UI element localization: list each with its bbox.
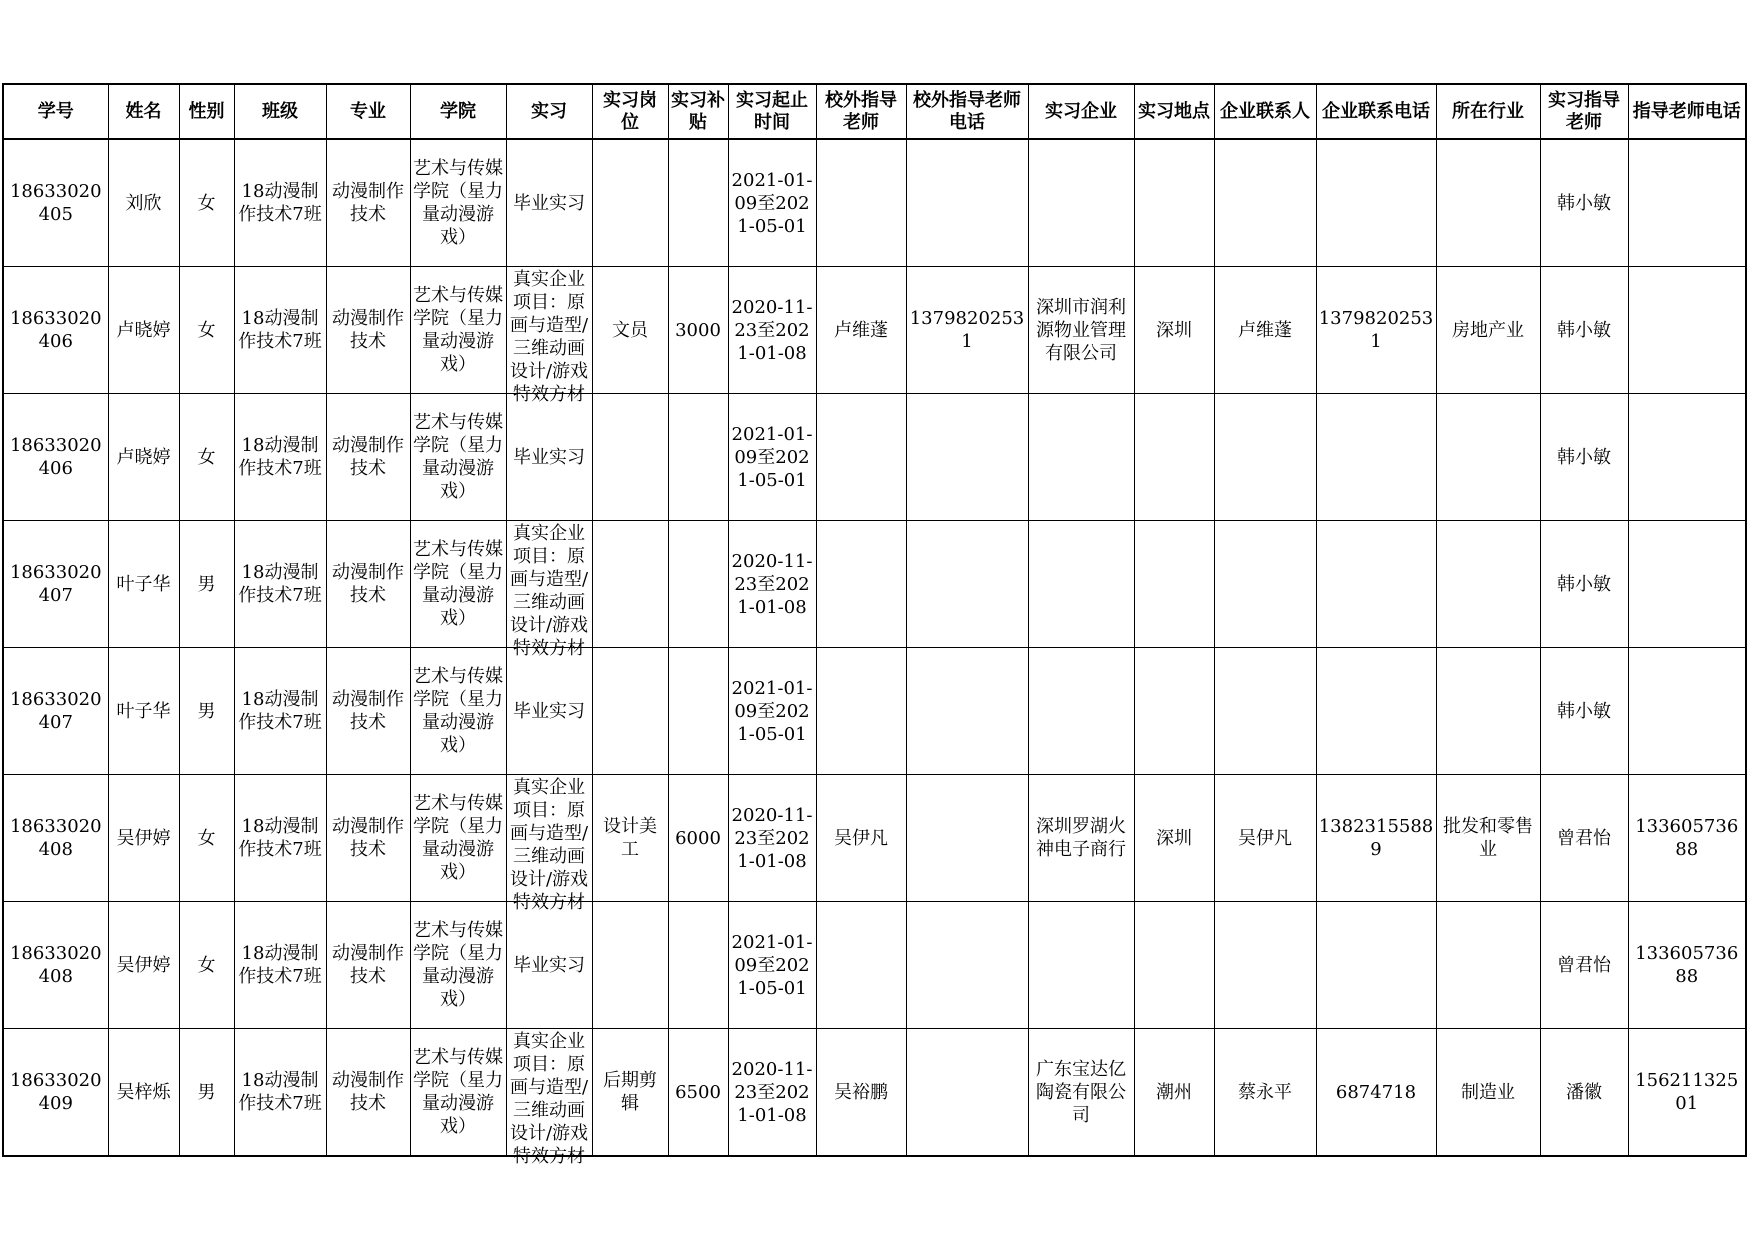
cell-text: 毕业实习 bbox=[513, 446, 585, 468]
cell-text: 设计美工 bbox=[603, 816, 657, 860]
cell-internship-position bbox=[592, 139, 668, 267]
cell-external-mentor-phone bbox=[906, 521, 1028, 648]
cell-class bbox=[234, 648, 326, 775]
cell-text: 真实企业项目：原画与造型/三维动画设计/游戏特效方材 bbox=[509, 523, 589, 659]
cell-company-contact bbox=[1214, 1029, 1316, 1157]
cell-industry bbox=[1436, 775, 1540, 902]
cell-class bbox=[234, 1029, 326, 1157]
cell-teacher-phone bbox=[1628, 902, 1746, 1029]
cell-college bbox=[410, 139, 506, 267]
cell-name bbox=[108, 139, 179, 267]
cell-text: 2020-11-23至2021-01-08 bbox=[731, 1058, 813, 1126]
cell-text: 13360573688 bbox=[1635, 816, 1739, 860]
cell-text: 韩小敏 bbox=[1557, 700, 1611, 722]
cell-text: 18动漫制作技术7班 bbox=[238, 308, 322, 352]
cell-text: 房地产业 bbox=[1452, 319, 1524, 341]
cell-text: 艺术与传媒学院（星力量动漫游戏） bbox=[413, 666, 503, 756]
cell-text: 叶子华 bbox=[116, 573, 171, 595]
column-header-internship-position: 实习岗位 bbox=[592, 84, 668, 139]
cell-industry bbox=[1436, 648, 1540, 775]
cell-text: 动漫制作技术 bbox=[332, 943, 404, 987]
column-header-class: 班级 bbox=[234, 84, 326, 139]
cell-internship-location bbox=[1134, 521, 1214, 648]
cell-company-contact-phone bbox=[1316, 267, 1436, 394]
table-row bbox=[3, 775, 1746, 902]
cell-text: 艺术与传媒学院（星力量动漫游戏） bbox=[413, 1047, 503, 1137]
cell-text: 韩小敏 bbox=[1557, 319, 1611, 341]
cell-text: 吴伊凡 bbox=[1238, 827, 1292, 849]
cell-internship-company bbox=[1028, 1029, 1134, 1157]
column-header-internship-company: 实习企业 bbox=[1028, 84, 1134, 139]
cell-teacher-phone bbox=[1628, 648, 1746, 775]
cell-text: 艺术与传媒学院（星力量动漫游戏） bbox=[413, 539, 503, 629]
cell-text: 6000 bbox=[675, 827, 721, 849]
cell-text: 吴裕鹏 bbox=[834, 1081, 888, 1103]
cell-external-mentor-phone bbox=[906, 902, 1028, 1029]
cell-text: 吴伊婷 bbox=[116, 954, 171, 976]
cell-internship-location bbox=[1134, 139, 1214, 267]
cell-internship-position bbox=[592, 394, 668, 521]
cell-text: 卢晓婷 bbox=[116, 319, 171, 341]
cell-internship-location bbox=[1134, 902, 1214, 1029]
cell-text: 卢晓婷 bbox=[116, 446, 171, 468]
cell-college bbox=[410, 1029, 506, 1157]
cell-text: 后期剪辑 bbox=[603, 1070, 657, 1114]
header-row bbox=[3, 84, 1746, 139]
cell-external-mentor-phone bbox=[906, 1029, 1028, 1157]
cell-name bbox=[108, 775, 179, 902]
cell-text: 18动漫制作技术7班 bbox=[238, 943, 322, 987]
cell-industry bbox=[1436, 267, 1540, 394]
cell-external-mentor bbox=[816, 1029, 906, 1157]
cell-teacher-phone bbox=[1628, 521, 1746, 648]
cell-teacher-phone bbox=[1628, 267, 1746, 394]
cell-internship-period bbox=[728, 521, 816, 648]
cell-external-mentor bbox=[816, 521, 906, 648]
cell-company-contact bbox=[1214, 775, 1316, 902]
cell-internship bbox=[506, 139, 592, 267]
cell-external-mentor-phone bbox=[906, 775, 1028, 902]
cell-text: 真实企业项目：原画与造型/三维动画设计/游戏特效方材 bbox=[509, 269, 589, 405]
cell-major bbox=[326, 521, 410, 648]
cell-internship-subsidy bbox=[668, 521, 728, 648]
cell-text: 艺术与传媒学院（星力量动漫游戏） bbox=[413, 920, 503, 1010]
cell-text: 2021-01-09至2021-05-01 bbox=[731, 931, 813, 999]
cell-major bbox=[326, 267, 410, 394]
cell-company-contact bbox=[1214, 902, 1316, 1029]
cell-major bbox=[326, 1029, 410, 1157]
cell-company-contact-phone bbox=[1316, 648, 1436, 775]
cell-external-mentor bbox=[816, 648, 906, 775]
cell-college bbox=[410, 267, 506, 394]
table-row bbox=[3, 521, 1746, 648]
cell-text: 曾君怡 bbox=[1557, 827, 1611, 849]
cell-name bbox=[108, 267, 179, 394]
cell-external-mentor-phone bbox=[906, 139, 1028, 267]
column-header-company-contact-phone: 企业联系电话 bbox=[1316, 84, 1436, 139]
column-header-industry: 所在行业 bbox=[1436, 84, 1540, 139]
cell-internship-location bbox=[1134, 1029, 1214, 1157]
table-row bbox=[3, 1029, 1746, 1157]
table-row bbox=[3, 267, 1746, 394]
column-header-internship-subsidy: 实习补贴 bbox=[668, 84, 728, 139]
column-header-internship-period: 实习起止时间 bbox=[728, 84, 816, 139]
cell-teacher-phone bbox=[1628, 139, 1746, 267]
cell-major bbox=[326, 648, 410, 775]
cell-text: 女 bbox=[197, 827, 216, 849]
cell-class bbox=[234, 267, 326, 394]
cell-text: 深圳 bbox=[1156, 827, 1192, 849]
cell-text: 文员 bbox=[612, 319, 648, 341]
cell-text: 18633020405 bbox=[9, 181, 102, 225]
column-header-external-mentor: 校外指导老师 bbox=[816, 84, 906, 139]
cell-text: 2021-01-09至2021-05-01 bbox=[731, 677, 813, 745]
cell-text: 男 bbox=[197, 700, 216, 722]
column-header-internship: 实习 bbox=[506, 84, 592, 139]
cell-gender bbox=[179, 139, 234, 267]
cell-name bbox=[108, 521, 179, 648]
cell-text: 曾君怡 bbox=[1557, 954, 1611, 976]
cell-internship-company bbox=[1028, 139, 1134, 267]
cell-student-id bbox=[3, 648, 108, 775]
cell-text: 18633020406 bbox=[9, 435, 102, 479]
table-body bbox=[3, 139, 1746, 1167]
cell-internship-position bbox=[592, 648, 668, 775]
cell-internship-company bbox=[1028, 648, 1134, 775]
cell-text: 韩小敏 bbox=[1557, 446, 1611, 468]
cell-text: 2020-11-23至2021-01-08 bbox=[731, 296, 813, 364]
cell-internship-subsidy bbox=[668, 775, 728, 902]
cell-class bbox=[234, 902, 326, 1029]
cell-text: 动漫制作技术 bbox=[332, 435, 404, 479]
cell-internship-teacher bbox=[1540, 267, 1628, 394]
cell-class bbox=[234, 521, 326, 648]
cell-gender bbox=[179, 267, 234, 394]
cell-class bbox=[234, 775, 326, 902]
column-header-college: 学院 bbox=[410, 84, 506, 139]
column-header-external-mentor-phone: 校外指导老师电话 bbox=[906, 84, 1028, 139]
cell-class bbox=[234, 139, 326, 267]
cell-student-id bbox=[3, 394, 108, 521]
cell-college bbox=[410, 775, 506, 902]
cell-text: 韩小敏 bbox=[1557, 192, 1611, 214]
cell-class bbox=[234, 394, 326, 521]
cell-external-mentor-phone bbox=[906, 648, 1028, 775]
cell-text: 艺术与传媒学院（星力量动漫游戏） bbox=[413, 158, 503, 248]
cell-text: 13823155889 bbox=[1318, 816, 1434, 860]
cell-industry bbox=[1436, 139, 1540, 267]
cell-internship bbox=[506, 1029, 592, 1167]
cell-internship-location bbox=[1134, 267, 1214, 394]
column-header-teacher-phone: 指导老师电话 bbox=[1628, 84, 1746, 139]
cell-text: 2020-11-23至2021-01-08 bbox=[731, 550, 813, 618]
cell-text: 广东宝达亿陶瓷有限公司 bbox=[1036, 1058, 1126, 1126]
cell-college bbox=[410, 521, 506, 648]
cell-internship-location bbox=[1134, 394, 1214, 521]
cell-gender bbox=[179, 648, 234, 775]
cell-internship-company bbox=[1028, 267, 1134, 394]
cell-text: 6500 bbox=[675, 1081, 721, 1103]
cell-internship-period bbox=[728, 902, 816, 1029]
cell-internship-period bbox=[728, 139, 816, 267]
cell-internship bbox=[506, 775, 592, 913]
column-header-internship-teacher: 实习指导老师 bbox=[1540, 84, 1628, 139]
table-row bbox=[3, 902, 1746, 1029]
cell-student-id bbox=[3, 521, 108, 648]
cell-text: 3000 bbox=[675, 319, 721, 341]
cell-external-mentor bbox=[816, 394, 906, 521]
column-header-major: 专业 bbox=[326, 84, 410, 139]
cell-internship bbox=[506, 902, 592, 1029]
cell-text: 毕业实习 bbox=[513, 192, 585, 214]
cell-text: 艺术与传媒学院（星力量动漫游戏） bbox=[413, 285, 503, 375]
cell-text: 女 bbox=[197, 446, 216, 468]
cell-text: 动漫制作技术 bbox=[332, 1070, 404, 1114]
cell-internship-location bbox=[1134, 648, 1214, 775]
cell-text: 蔡永平 bbox=[1238, 1081, 1292, 1103]
cell-company-contact bbox=[1214, 521, 1316, 648]
cell-text: 18动漫制作技术7班 bbox=[238, 435, 322, 479]
column-header-student-id: 学号 bbox=[3, 84, 108, 139]
cell-internship-teacher bbox=[1540, 394, 1628, 521]
cell-gender bbox=[179, 902, 234, 1029]
cell-company-contact-phone bbox=[1316, 139, 1436, 267]
cell-student-id bbox=[3, 139, 108, 267]
column-header-company-contact: 企业联系人 bbox=[1214, 84, 1316, 139]
cell-text: 2020-11-23至2021-01-08 bbox=[731, 804, 813, 872]
cell-text: 韩小敏 bbox=[1557, 573, 1611, 595]
cell-text: 动漫制作技术 bbox=[332, 308, 404, 352]
cell-text: 18633020408 bbox=[9, 816, 102, 860]
cell-company-contact-phone bbox=[1316, 902, 1436, 1029]
cell-text: 艺术与传媒学院（星力量动漫游戏） bbox=[413, 412, 503, 502]
cell-text: 吴伊婷 bbox=[116, 827, 171, 849]
cell-text: 艺术与传媒学院（星力量动漫游戏） bbox=[413, 793, 503, 883]
cell-text: 男 bbox=[197, 573, 216, 595]
cell-text: 女 bbox=[197, 192, 216, 214]
cell-major bbox=[326, 775, 410, 902]
cell-text: 2021-01-09至2021-05-01 bbox=[731, 169, 813, 237]
cell-name bbox=[108, 1029, 179, 1157]
cell-text: 动漫制作技术 bbox=[332, 816, 404, 860]
cell-internship-teacher bbox=[1540, 775, 1628, 902]
cell-teacher-phone bbox=[1628, 775, 1746, 902]
cell-text: 叶子华 bbox=[116, 700, 171, 722]
cell-internship-company bbox=[1028, 902, 1134, 1029]
cell-industry bbox=[1436, 902, 1540, 1029]
cell-external-mentor bbox=[816, 902, 906, 1029]
cell-name bbox=[108, 648, 179, 775]
cell-internship-subsidy bbox=[668, 1029, 728, 1157]
cell-text: 真实企业项目：原画与造型/三维动画设计/游戏特效方材 bbox=[509, 1031, 589, 1167]
cell-internship-company bbox=[1028, 521, 1134, 648]
cell-major bbox=[326, 902, 410, 1029]
cell-text: 18633020406 bbox=[9, 308, 102, 352]
cell-text: 潘徽 bbox=[1566, 1081, 1602, 1103]
cell-internship-period bbox=[728, 394, 816, 521]
cell-internship-position bbox=[592, 902, 668, 1029]
table-row bbox=[3, 394, 1746, 521]
cell-company-contact-phone bbox=[1316, 521, 1436, 648]
cell-company-contact-phone bbox=[1316, 1029, 1436, 1157]
cell-internship-subsidy bbox=[668, 267, 728, 394]
cell-company-contact-phone bbox=[1316, 394, 1436, 521]
cell-text: 动漫制作技术 bbox=[332, 181, 404, 225]
cell-college bbox=[410, 902, 506, 1029]
internship-table bbox=[2, 83, 1747, 1167]
cell-internship-teacher bbox=[1540, 139, 1628, 267]
cell-text: 18633020407 bbox=[9, 562, 102, 606]
cell-internship-location bbox=[1134, 775, 1214, 902]
cell-gender bbox=[179, 394, 234, 521]
cell-college bbox=[410, 394, 506, 521]
cell-internship-teacher bbox=[1540, 648, 1628, 775]
cell-student-id bbox=[3, 1029, 108, 1157]
cell-teacher-phone bbox=[1628, 1029, 1746, 1157]
cell-text: 18动漫制作技术7班 bbox=[238, 1070, 322, 1114]
cell-internship-teacher bbox=[1540, 902, 1628, 1029]
cell-text: 批发和零售业 bbox=[1443, 816, 1533, 860]
cell-text: 2021-01-09至2021-05-01 bbox=[731, 423, 813, 491]
cell-text: 卢维蓬 bbox=[834, 319, 888, 341]
column-header-gender: 性别 bbox=[179, 84, 234, 139]
cell-text: 18633020408 bbox=[9, 943, 102, 987]
cell-text: 18动漫制作技术7班 bbox=[238, 562, 322, 606]
cell-text: 真实企业项目：原画与造型/三维动画设计/游戏特效方材 bbox=[509, 777, 589, 913]
cell-company-contact-phone bbox=[1316, 775, 1436, 902]
cell-text: 6874718 bbox=[1335, 1081, 1417, 1103]
cell-text: 深圳 bbox=[1156, 319, 1192, 341]
cell-external-mentor bbox=[816, 775, 906, 902]
cell-text: 毕业实习 bbox=[513, 954, 585, 976]
cell-text: 女 bbox=[197, 319, 216, 341]
cell-internship-period bbox=[728, 267, 816, 394]
table-row bbox=[3, 648, 1746, 775]
cell-industry bbox=[1436, 394, 1540, 521]
cell-text: 动漫制作技术 bbox=[332, 689, 404, 733]
cell-text: 18633020407 bbox=[9, 689, 102, 733]
cell-name bbox=[108, 394, 179, 521]
cell-industry bbox=[1436, 1029, 1540, 1157]
cell-internship-teacher bbox=[1540, 1029, 1628, 1157]
cell-text: 男 bbox=[197, 1081, 216, 1103]
cell-company-contact bbox=[1214, 139, 1316, 267]
cell-text: 18动漫制作技术7班 bbox=[238, 816, 322, 860]
cell-text: 吴梓烁 bbox=[116, 1081, 171, 1103]
cell-text: 深圳市润利源物业管理有限公司 bbox=[1036, 296, 1126, 364]
cell-text: 深圳罗湖火神电子商行 bbox=[1036, 816, 1126, 860]
cell-internship bbox=[506, 648, 592, 775]
cell-name bbox=[108, 902, 179, 1029]
cell-major bbox=[326, 139, 410, 267]
cell-gender bbox=[179, 1029, 234, 1157]
cell-internship-position bbox=[592, 1029, 668, 1157]
cell-major bbox=[326, 394, 410, 521]
cell-internship bbox=[506, 521, 592, 659]
cell-gender bbox=[179, 775, 234, 902]
cell-text: 吴伊凡 bbox=[834, 827, 888, 849]
column-header-name: 姓名 bbox=[108, 84, 179, 139]
cell-external-mentor-phone bbox=[906, 394, 1028, 521]
table-row bbox=[3, 139, 1746, 267]
cell-internship-period bbox=[728, 775, 816, 902]
cell-student-id bbox=[3, 775, 108, 902]
cell-internship-position bbox=[592, 267, 668, 394]
column-header-internship-location: 实习地点 bbox=[1134, 84, 1214, 139]
cell-internship-position bbox=[592, 521, 668, 648]
cell-teacher-phone bbox=[1628, 394, 1746, 521]
cell-internship-position bbox=[592, 775, 668, 902]
cell-text: 18动漫制作技术7班 bbox=[238, 689, 322, 733]
cell-internship bbox=[506, 394, 592, 521]
cell-company-contact bbox=[1214, 648, 1316, 775]
cell-text: 女 bbox=[197, 954, 216, 976]
cell-internship-subsidy bbox=[668, 648, 728, 775]
cell-text: 动漫制作技术 bbox=[332, 562, 404, 606]
cell-internship-company bbox=[1028, 394, 1134, 521]
cell-text: 刘欣 bbox=[125, 192, 162, 214]
cell-college bbox=[410, 648, 506, 775]
cell-gender bbox=[179, 521, 234, 648]
cell-external-mentor bbox=[816, 139, 906, 267]
cell-industry bbox=[1436, 521, 1540, 648]
cell-text: 18633020409 bbox=[9, 1070, 102, 1114]
cell-internship-company bbox=[1028, 775, 1134, 902]
cell-text: 潮州 bbox=[1156, 1081, 1192, 1103]
cell-internship-period bbox=[728, 1029, 816, 1157]
cell-text: 毕业实习 bbox=[513, 700, 585, 722]
cell-text: 15621132501 bbox=[1635, 1070, 1739, 1114]
cell-internship-subsidy bbox=[668, 902, 728, 1029]
cell-external-mentor bbox=[816, 267, 906, 394]
cell-text: 13798202531 bbox=[1318, 308, 1434, 352]
cell-company-contact bbox=[1214, 267, 1316, 394]
cell-student-id bbox=[3, 902, 108, 1029]
cell-internship-subsidy bbox=[668, 139, 728, 267]
cell-text: 13360573688 bbox=[1635, 943, 1739, 987]
cell-internship bbox=[506, 267, 592, 405]
cell-student-id bbox=[3, 267, 108, 394]
cell-internship-period bbox=[728, 648, 816, 775]
cell-internship-subsidy bbox=[668, 394, 728, 521]
cell-internship-teacher bbox=[1540, 521, 1628, 648]
cell-text: 卢维蓬 bbox=[1238, 319, 1292, 341]
cell-external-mentor-phone bbox=[906, 267, 1028, 394]
cell-text: 13798202531 bbox=[909, 308, 1025, 352]
cell-text: 制造业 bbox=[1461, 1081, 1515, 1103]
cell-text: 18动漫制作技术7班 bbox=[238, 181, 322, 225]
cell-company-contact bbox=[1214, 394, 1316, 521]
